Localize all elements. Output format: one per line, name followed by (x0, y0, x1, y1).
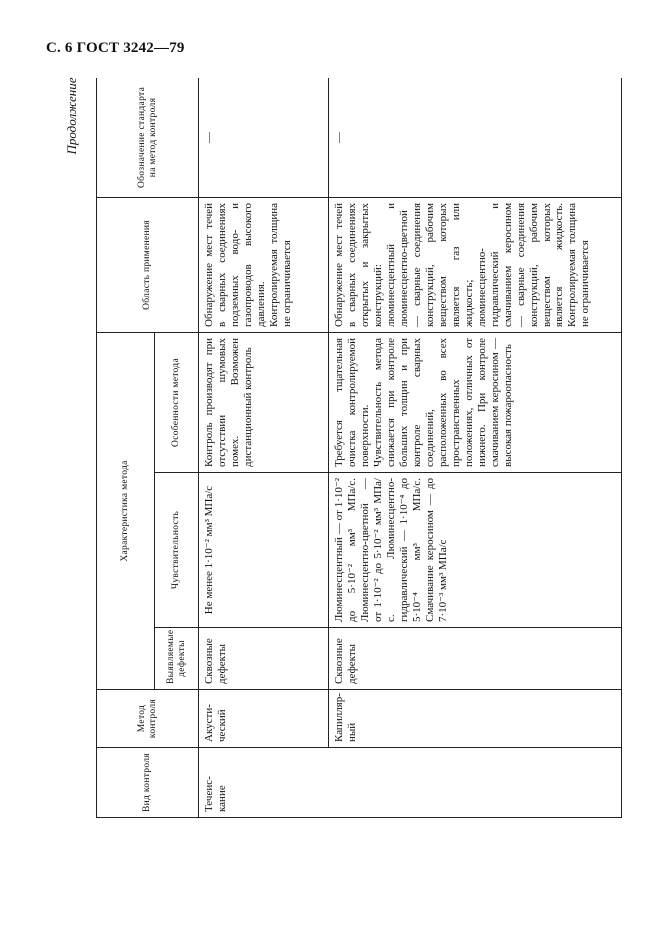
method-cell: Акусти-ческий (199, 690, 329, 748)
page-header: С. 6 ГОСТ 3242—79 (46, 40, 185, 56)
defects-cell: Сквозные дефекты (199, 628, 329, 690)
table-row (199, 78, 329, 818)
methods-table (96, 78, 622, 818)
features-cell: Контроль производят при отсутствии шумовых помех. Возможен дистанционный контроль (199, 332, 329, 472)
standard-cell: — (199, 78, 329, 197)
header-features: Особенности метода (155, 332, 199, 472)
application-cell: Обнаружение мест течей в сварных соединениях открытых и закрытых конструкций: люминесцентный и люминесцентно-цветной — сварные соединения конструкций, рабочим веществом которых является газ или жидкость; люминесцентно-гидравлический и смачиванием керосином — сварные соединения конструкций, рабочим веществом которых является жидкость. Контролируемая толщина не ограничивается (329, 197, 622, 332)
defects-cell: Сквозные дефекты (329, 628, 622, 690)
header-detected-defects: Выявляемые дефекты (155, 628, 199, 690)
application-cell: Обнаружение мест течей в сварных соединениях подземных водо- и газопроводов высокого давления. Контролируемая толщина не ограничивается (199, 197, 329, 332)
method-cell: Капилляр-ный (329, 690, 622, 748)
header-application-area: Область применения (97, 197, 199, 332)
continuation-label: Продолжение (64, 77, 79, 155)
header-standard-designation: Обозначение стандарта на метод контроля (97, 78, 199, 197)
header-control-type: Вид контроля (97, 748, 199, 818)
sensitivity-cell: Не менее 1·10⁻² мм³ МПа/с (199, 473, 329, 628)
header-method-characteristics: Характеристика метода (97, 332, 155, 689)
header-sensitivity: Чувствительность (155, 473, 199, 628)
header-control-method: Метод контроля (97, 690, 199, 748)
sensitivity-cell: Люминесцентный — от 1·10⁻² до 5·10⁻² мм³ МПа/с. Люминесцентно-цветной — от 1·10⁻² до 5·10⁻² мм³ МПа/с. Люминесцентно-гидравлический — 1·10⁻⁴ до 5·10⁻⁴ мм³ МПа/с. Смачивание керосином — до 7·10⁻³ мм³ МПа/с (329, 473, 622, 628)
standard-cell: — (329, 78, 622, 197)
table-row (329, 78, 622, 818)
features-cell: Требуется тщательная очистка контролируемой поверхности. Чувствительность метода снижается при контроле больших толщин и при контроле сварных соединений, расположенных во всех пространственных положениях, отличных от нижнего. При контроле смачиванием керосином — высокая пожароопасность (329, 332, 622, 472)
rotated-table-container (96, 78, 622, 818)
control-type-cell: Течеис-кание (199, 748, 622, 818)
table-frame (96, 78, 622, 818)
